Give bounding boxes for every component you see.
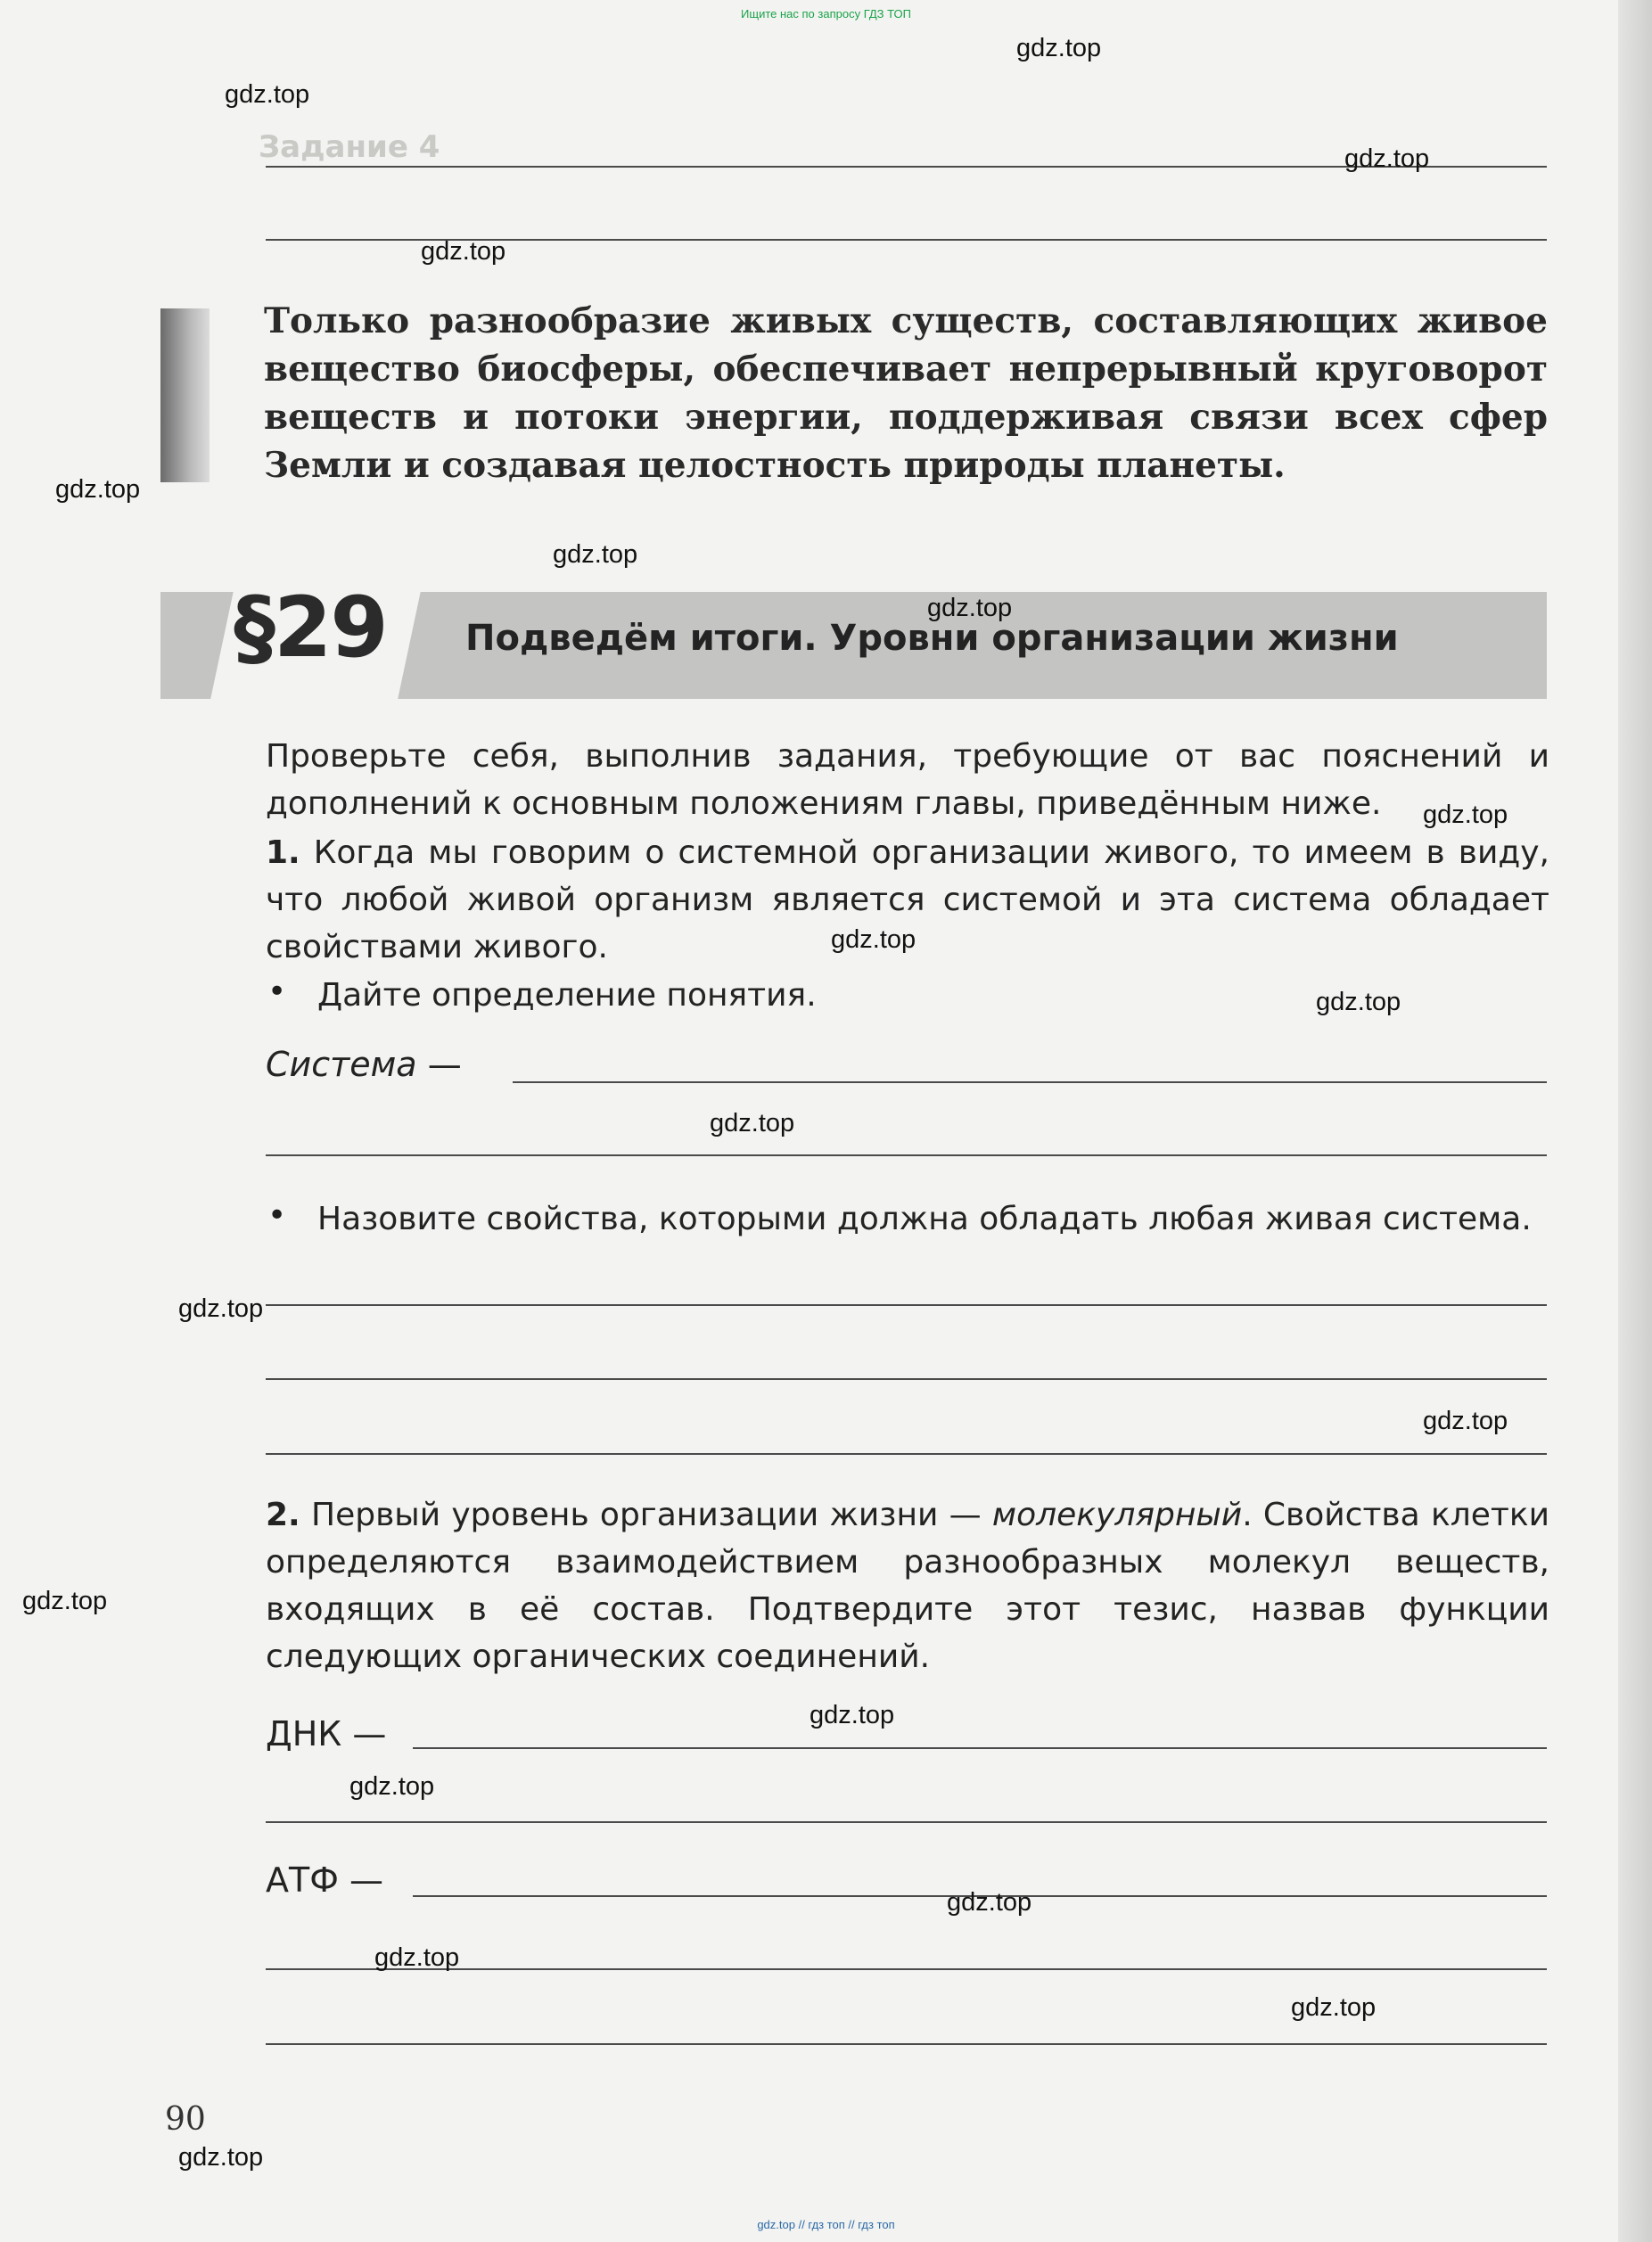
watermark: gdz.top	[1344, 144, 1430, 173]
watermark: gdz.top	[22, 1587, 108, 1615]
answer-line	[266, 1453, 1547, 1455]
watermark: gdz.top	[947, 1888, 1032, 1917]
watermark: gdz.top	[1316, 988, 1401, 1016]
watermark: gdz.top	[810, 1701, 895, 1729]
task1-bullet1: Дайте определение понятия.	[317, 977, 817, 1014]
answer-line	[266, 1154, 1547, 1156]
answer-line	[266, 1821, 1547, 1823]
system-dash: —	[427, 1045, 462, 1084]
task2-paragraph	[266, 1491, 1549, 1680]
answer-line	[266, 2043, 1547, 2045]
watermark: gdz.top	[1291, 1993, 1377, 2022]
system-answer-line	[513, 1081, 1547, 1083]
task2-text-before: Первый уровень организации жизни —	[311, 1497, 982, 1533]
quote-marker	[160, 308, 210, 482]
ghost-heading: Задание 4	[259, 129, 440, 165]
task1-bullet2: Назовите свойства, которыми должна обладать любая живая система.	[317, 1201, 1532, 1237]
task1-number: 1.	[266, 834, 300, 871]
watermark: gdz.top	[421, 237, 506, 266]
bottom-note: gdz.top // гдз топ // гдз топ	[757, 2218, 895, 2231]
watermark: gdz.top	[178, 2143, 264, 2172]
watermark: gdz.top	[374, 1943, 460, 1972]
intro-text: Проверьте себя, выполнив задания, требующие от вас пояснений и дополнений к основным положениям главы, приведённым ниже.	[266, 738, 1549, 822]
quote-text: Только разнообразие живых существ, составляющих живое вещество биосферы, обеспечивает непрерывный круговорот веществ и потоки энергии, поддерживая связи всех сфер Земли и создавая целостность природы планеты.	[264, 300, 1548, 486]
task2-number: 2.	[266, 1497, 300, 1533]
task2-text-italic: молекулярный	[991, 1497, 1243, 1533]
task2-text-after: . Свойства клетки определяются взаимодействием разнообразных молекул веществ, входящих в её состав. Подтвердите этот тезис, назвав функции следующих органических соединений.	[266, 1497, 1549, 1675]
system-term: Система	[266, 1045, 417, 1084]
watermark: gdz.top	[927, 594, 1013, 622]
page-number: 90	[165, 2101, 206, 2138]
page-edge-shadow	[1618, 0, 1652, 2242]
task1-text: Когда мы говорим о системной организации живого, то имеем в виду, что любой живой организм является системой и эта система обладает свойствами живого.	[266, 834, 1549, 965]
answer-line	[266, 1378, 1547, 1380]
watermark: gdz.top	[178, 1294, 264, 1323]
watermark: gdz.top	[831, 925, 916, 954]
system-term-row	[266, 1045, 462, 1084]
section-title: Подведём итоги. Уровни организации жизни	[465, 618, 1399, 659]
watermark: gdz.top	[55, 475, 141, 504]
watermark: gdz.top	[1016, 34, 1102, 62]
bullet-icon: •	[267, 973, 287, 1010]
watermark: gdz.top	[349, 1772, 435, 1801]
watermark: gdz.top	[1423, 801, 1508, 829]
dna-answer-line	[413, 1747, 1547, 1749]
dna-label: ДНК —	[266, 1714, 387, 1753]
top-note: Ищите нас по запросу ГДЗ ТОП	[741, 7, 911, 21]
answer-line	[266, 1304, 1547, 1306]
atp-label: АТФ —	[266, 1860, 383, 1900]
watermark: gdz.top	[225, 80, 310, 109]
watermark: gdz.top	[710, 1109, 795, 1137]
bullet-icon: •	[267, 1197, 287, 1234]
watermark: gdz.top	[1423, 1407, 1508, 1435]
section-number: §29	[234, 579, 387, 677]
watermark: gdz.top	[553, 540, 638, 569]
